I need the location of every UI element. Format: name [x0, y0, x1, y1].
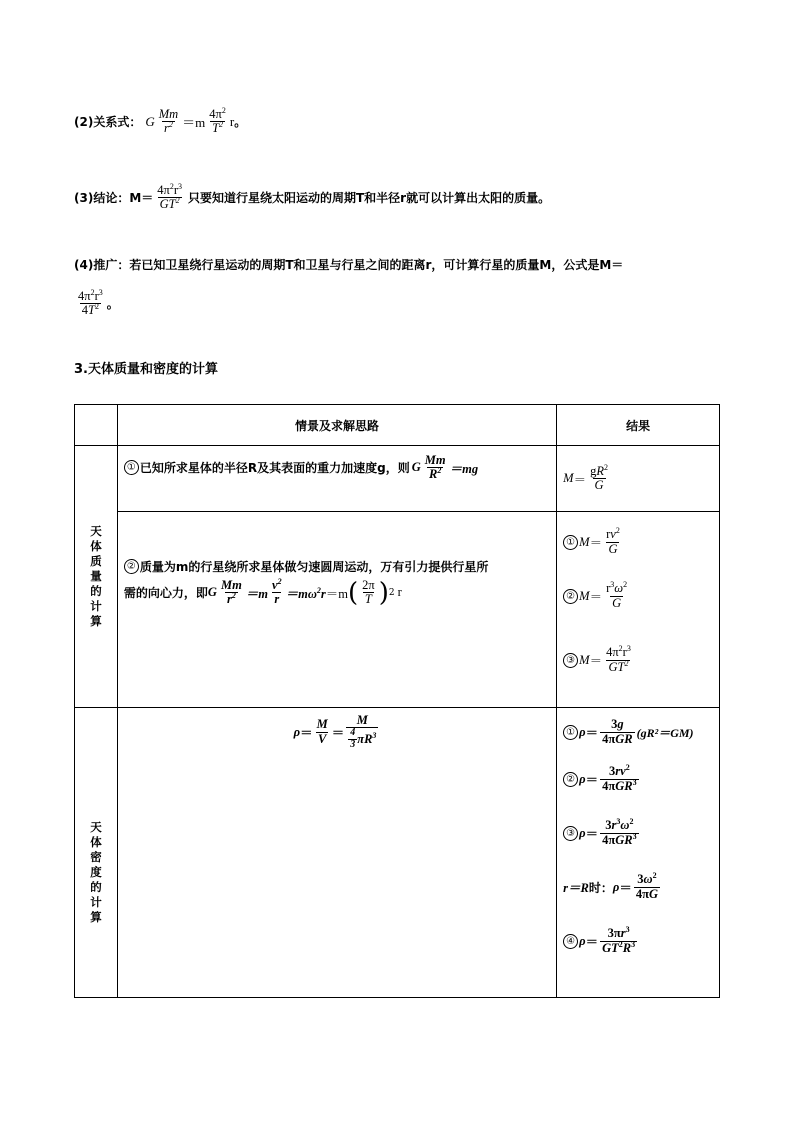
result-density-r-eq-R: r＝R 时： ρ ＝ $\frac{3\omega^2}{4\pi G}$: [563, 871, 658, 901]
density-formula: ρ ＝ $\frac{M}{V}$ ＝ M $\frac{4}{3}$ $\pi R^3$: [293, 713, 377, 750]
row2-text-a: 质量为m的行星绕所求星体做匀速圆周运动，万有引力提供行星所: [139, 560, 489, 574]
generalization-formula: $\frac{4\pi^2r^3}{4T^2}$ 。: [78, 287, 119, 318]
table-header-row: [75, 405, 720, 446]
row2-text-b: 需的向心力，即: [123, 586, 208, 601]
header-result: 结果: [626, 418, 651, 433]
fraction-4pi2-T2: $\frac{4\pi^2}{T^2}$: [209, 105, 226, 136]
conclusion-text: 只要知道行星绕太阳运动的周期T和半径r就可以计算出太阳的质量。: [188, 191, 551, 206]
fraction-4pi2r3-GT2: $\frac{4\pi^2r^3}{GT^2}$: [157, 181, 182, 212]
table-row: ② 质量为m的行星绕所求星体做匀速圆周运动，万有引力提供行星所 需的向心力，即 G $\frac{Mm}{r^2}$ ＝m $\frac{v^2}{r}$ $=m\omega^2r$ ＝m ( $\frac{2\pi}{T}$ ) 2 r ① M ＝ $\frac{rv^2}{G}$ ② M ＝ $\frac{r^3\omega^2}{G}$ ③ M ＝ $\frac{4\pi^2r^3}{GT^2}$: [75, 512, 720, 708]
header-scenario: 情景及求解思路: [295, 418, 380, 433]
result-mass-rv2: ① M ＝ $\frac{rv^2}{G}$: [563, 520, 713, 564]
relation-label: (2)关系式：: [74, 115, 142, 130]
table-row: [75, 708, 720, 998]
section-mass-label: 天体质量的计算: [90, 524, 102, 628]
row1-text: 已知所求星体的半径R及其表面的重力加速度g，则: [139, 461, 410, 476]
conclusion-label: (3)结论：M＝: [74, 191, 154, 206]
mass-density-table: [74, 404, 720, 998]
result-density-2: ② ρ ＝ $\frac{3rv^2}{4\pi GR^3}$: [563, 752, 713, 806]
result-density-3: ③ ρ ＝ $\frac{3r^3\omega^2}{4\pi GR^3}$: [563, 806, 713, 860]
conclusion-line: [74, 181, 551, 212]
result-mass-4pi2r3: ③ M ＝ $\frac{4\pi^2r^3}{GT^2}$: [563, 628, 713, 692]
fraction-Mm-r2: $\frac{Mm}{r^2}$: [158, 107, 179, 136]
relation-line: (2)关系式： G $\frac{Mm}{r^2}$ ＝m $\frac{4\pi^2}{T^2}$ r 。: [74, 105, 247, 136]
result-mass-r3w2: ② M ＝ $\frac{r^3\omega^2}{G}$: [563, 564, 713, 628]
generalization-text: (4)推广：若已知卫星绕行星运动的周期T和卫星与行星之间的距离r，可计算行星的质量M，公式是M＝: [74, 258, 624, 272]
table-row: 天体质量的计算 ① 已知所求星体的半径R及其表面的重力加速度g，则 G $\frac{Mm}{R^2}$ ＝mg M ＝ $\frac{gR^2}{G}$: [75, 446, 720, 512]
result-density-4: ④ ρ ＝ $\frac{3\pi r^3}{GT^2R^3}$: [563, 914, 713, 968]
section-density-label: 天体密度的计算: [90, 820, 102, 924]
result-density-1: ① ρ ＝ $\frac{3g}{\text{4πGR}}$ (gR²＝GM): [563, 712, 713, 752]
result-mass-gR2: M ＝ $\frac{gR^2}{G}$: [563, 462, 608, 492]
fraction-4pi2r3-4T2: $\frac{4\pi^2r^3}{4T^2}$: [78, 287, 103, 318]
generalization-line: [74, 256, 623, 273]
section-heading: 3.天体质量和密度的计算: [74, 362, 218, 377]
